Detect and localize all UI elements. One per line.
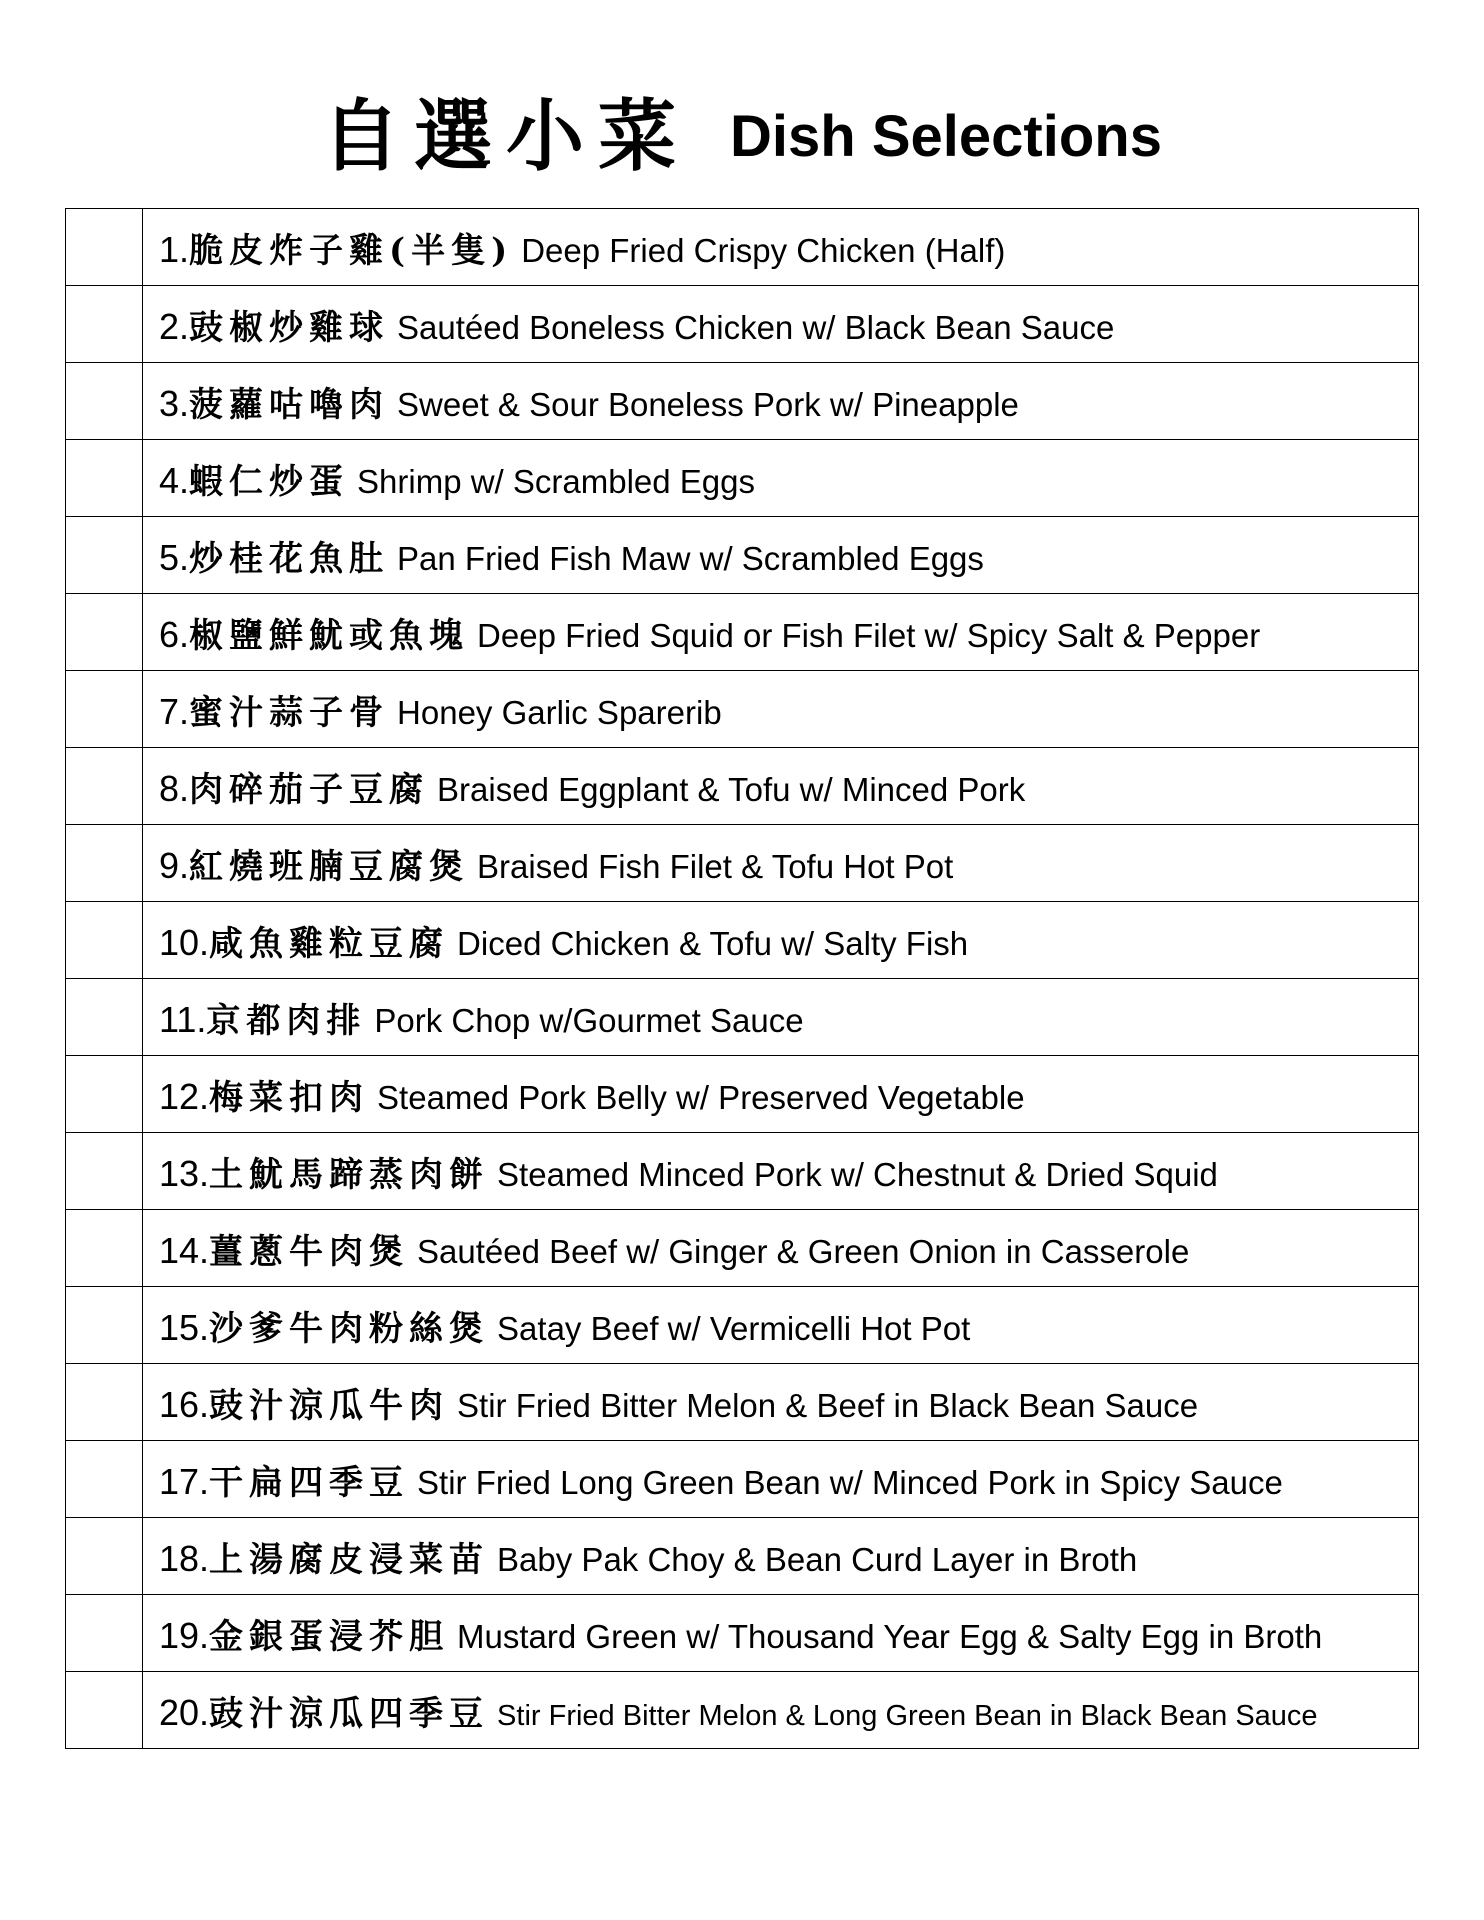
selection-checkbox-cell[interactable]: [66, 1133, 143, 1210]
dish-name-chinese: 脆皮炸子雞(半隻): [189, 230, 514, 271]
dish-item: [143, 1364, 1419, 1441]
dish-number: 3.: [159, 382, 190, 424]
dish-name-english: Deep Fried Crispy Chicken (Half): [521, 231, 1006, 269]
dish-name-chinese: 紅燒班腩豆腐煲: [189, 846, 470, 887]
selection-checkbox-cell[interactable]: [66, 1518, 143, 1595]
dish-item: [143, 440, 1419, 517]
selection-checkbox-cell[interactable]: [66, 594, 143, 671]
page-title: [0, 91, 1484, 182]
dish-item: [143, 1441, 1419, 1518]
dish-item: [143, 209, 1419, 286]
dish-name-chinese: 豉汁涼瓜牛肉: [209, 1385, 450, 1426]
dish-name-chinese: 金銀蛋浸芥胆: [209, 1616, 450, 1657]
table-row: [66, 1441, 1419, 1518]
dish-item: [143, 1133, 1419, 1210]
table-row: [66, 594, 1419, 671]
dish-name-chinese: 菠蘿咕嚕肉: [189, 384, 390, 425]
table-row: [66, 1056, 1419, 1133]
dish-number: 18.: [159, 1537, 210, 1579]
selection-checkbox-cell[interactable]: [66, 748, 143, 825]
table-row: [66, 1518, 1419, 1595]
table-row: [66, 748, 1419, 825]
table-row: [66, 517, 1419, 594]
dish-number: 11.: [159, 998, 207, 1040]
dish-name-english: Shrimp w/ Scrambled Eggs: [357, 462, 756, 500]
table-row: [66, 1595, 1419, 1672]
selection-checkbox-cell[interactable]: [66, 671, 143, 748]
dish-name-english: Mustard Green w/ Thousand Year Egg & Salty Egg in Broth: [457, 1617, 1323, 1655]
table-row: [66, 209, 1419, 286]
dish-name-chinese: 干扁四季豆: [209, 1462, 410, 1503]
table-row: [66, 1364, 1419, 1441]
dish-item: [143, 979, 1419, 1056]
dish-number: 17.: [159, 1460, 210, 1502]
dish-name-english: Sweet & Sour Boneless Pork w/ Pineapple: [397, 385, 1019, 423]
selection-checkbox-cell[interactable]: [66, 1210, 143, 1287]
dish-number: 1.: [159, 228, 190, 270]
dish-item: [143, 748, 1419, 825]
dish-item: [143, 363, 1419, 440]
selection-checkbox-cell[interactable]: [66, 1056, 143, 1133]
dish-name-english: Stir Fried Bitter Melon & Beef in Black Bean Sauce: [457, 1386, 1199, 1424]
table-row: [66, 1133, 1419, 1210]
dish-name-chinese: 肉碎茄子豆腐: [189, 769, 430, 810]
selection-checkbox-cell[interactable]: [66, 286, 143, 363]
dish-number: 15.: [159, 1306, 210, 1348]
dish-name-english: Pan Fried Fish Maw w/ Scrambled Eggs: [397, 539, 984, 577]
dish-item: [143, 1518, 1419, 1595]
dish-name-chinese: 蜜汁蒜子骨: [189, 692, 390, 733]
dish-name-chinese: 椒鹽鮮魷或魚塊: [189, 615, 470, 656]
table-row: [66, 1287, 1419, 1364]
table-row: [66, 286, 1419, 363]
dish-number: 10.: [159, 921, 210, 963]
selection-checkbox-cell[interactable]: [66, 1364, 143, 1441]
table-row: [66, 440, 1419, 517]
dish-name-english: Deep Fried Squid or Fish Filet w/ Spicy Salt & Pepper: [477, 616, 1261, 654]
dish-number: 12.: [159, 1075, 210, 1117]
page-title-english: Dish Selections: [730, 104, 1162, 169]
dish-name-english: Pork Chop w/Gourmet Sauce: [374, 1001, 804, 1039]
dish-selection-table: [65, 208, 1419, 1749]
page-title-chinese: 自選小菜: [322, 91, 691, 182]
dish-name-english: Honey Garlic Sparerib: [397, 693, 722, 731]
dish-number: 4.: [159, 459, 190, 501]
dish-name-chinese: 蝦仁炒蛋: [189, 461, 350, 502]
selection-checkbox-cell[interactable]: [66, 363, 143, 440]
dish-name-english: Braised Eggplant & Tofu w/ Minced Pork: [437, 770, 1026, 808]
dish-number: 6.: [159, 613, 190, 655]
dish-name-english: Steamed Minced Pork w/ Chestnut & Dried Squid: [497, 1155, 1218, 1193]
selection-checkbox-cell[interactable]: [66, 1441, 143, 1518]
dish-name-english: Sautéed Boneless Chicken w/ Black Bean Sauce: [397, 308, 1115, 346]
dish-number: 19.: [159, 1614, 210, 1656]
dish-name-chinese: 京都肉排: [206, 1000, 367, 1041]
dish-number: 2.: [159, 305, 190, 347]
dish-name-chinese: 梅菜扣肉: [209, 1077, 370, 1118]
dish-name-chinese: 咸魚雞粒豆腐: [209, 923, 450, 964]
dish-name-english: Stir Fried Bitter Melon & Long Green Bean in Black Bean Sauce: [497, 1699, 1318, 1732]
dish-number: 14.: [159, 1229, 210, 1271]
selection-checkbox-cell[interactable]: [66, 902, 143, 979]
dish-name-chinese: 沙爹牛肉粉絲煲: [209, 1308, 490, 1349]
dish-name-english: Stir Fried Long Green Bean w/ Minced Pork in Spicy Sauce: [417, 1463, 1283, 1501]
dish-name-english: Steamed Pork Belly w/ Preserved Vegetable: [377, 1078, 1025, 1116]
dish-item: [143, 671, 1419, 748]
selection-checkbox-cell[interactable]: [66, 209, 143, 286]
dish-item: [143, 1672, 1419, 1749]
dish-item: [143, 1595, 1419, 1672]
dish-item: [143, 594, 1419, 671]
dish-name-chinese: 上湯腐皮浸菜苗: [209, 1539, 490, 1580]
dish-name-chinese: 豉椒炒雞球: [189, 307, 390, 348]
table-row: [66, 902, 1419, 979]
dish-item: [143, 825, 1419, 902]
dish-name-chinese: 炒桂花魚肚: [189, 538, 390, 579]
selection-checkbox-cell[interactable]: [66, 1287, 143, 1364]
dish-number: 9.: [159, 844, 190, 886]
table-row: [66, 1210, 1419, 1287]
dish-number: 8.: [159, 767, 190, 809]
dish-item: [143, 517, 1419, 594]
dish-number: 20.: [159, 1691, 210, 1733]
dish-name-english: Satay Beef w/ Vermicelli Hot Pot: [497, 1309, 971, 1347]
dish-item: [143, 902, 1419, 979]
dish-item: [143, 1287, 1419, 1364]
table-row: [66, 825, 1419, 902]
selection-checkbox-cell[interactable]: [66, 1672, 143, 1749]
dish-name-chinese: 豉汁涼瓜四季豆: [209, 1693, 490, 1734]
dish-item: [143, 1056, 1419, 1133]
dish-name-english: Sautéed Beef w/ Ginger & Green Onion in Casserole: [417, 1232, 1190, 1270]
dish-number: 16.: [159, 1383, 210, 1425]
selection-checkbox-cell[interactable]: [66, 825, 143, 902]
table-row: [66, 671, 1419, 748]
dish-name-chinese: 土魷馬蹄蒸肉餅: [209, 1154, 490, 1195]
dish-name-english: Braised Fish Filet & Tofu Hot Pot: [477, 847, 954, 885]
dish-name-chinese: 薑蔥牛肉煲: [209, 1231, 410, 1272]
table-row: [66, 363, 1419, 440]
dish-number: 13.: [159, 1152, 210, 1194]
selection-checkbox-cell[interactable]: [66, 440, 143, 517]
dish-item: [143, 286, 1419, 363]
selection-checkbox-cell[interactable]: [66, 517, 143, 594]
dish-item: [143, 1210, 1419, 1287]
dish-number: 5.: [159, 536, 190, 578]
dish-name-english: Baby Pak Choy & Bean Curd Layer in Broth: [497, 1540, 1138, 1578]
dish-name-english: Diced Chicken & Tofu w/ Salty Fish: [457, 924, 969, 962]
dish-number: 7.: [159, 690, 190, 732]
table-row: [66, 1672, 1419, 1749]
selection-checkbox-cell[interactable]: [66, 1595, 143, 1672]
table-row: [66, 979, 1419, 1056]
selection-checkbox-cell[interactable]: [66, 979, 143, 1056]
